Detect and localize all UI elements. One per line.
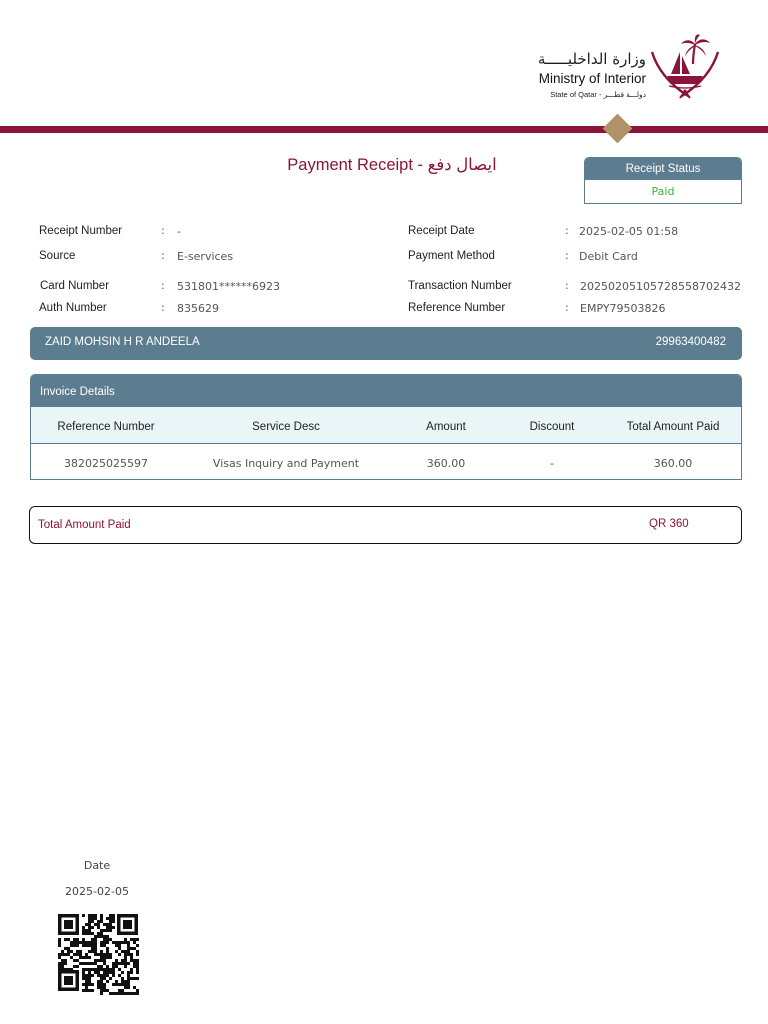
header-divider xyxy=(0,126,768,133)
auth-number-label: Auth Number xyxy=(39,302,107,314)
field-colon: : xyxy=(565,224,569,237)
table-header-row xyxy=(31,407,741,444)
receipt-date-label: Receipt Date xyxy=(408,225,475,237)
state-line: State of Qatar - دولـــة قطـــر xyxy=(550,90,646,99)
payment-method-value: Debit Card xyxy=(579,250,638,263)
footer-date-label: Date xyxy=(83,859,111,872)
ministry-name-arabic: وزارة الداخليـــــة xyxy=(537,50,646,68)
card-number-label: Card Number xyxy=(40,280,110,292)
customer-bar xyxy=(30,327,742,360)
reference-number-value: EMPY79503826 xyxy=(580,302,666,315)
receipt-number-value: - xyxy=(177,225,181,238)
total-amount-value: QR 360 xyxy=(649,518,689,530)
receipt-date-value: 2025-02-05 01:58 xyxy=(579,225,679,238)
source-value: E-services xyxy=(177,250,234,263)
payment-method-label: Payment Method xyxy=(408,250,495,262)
table-row xyxy=(31,444,741,480)
column-header: Discount xyxy=(529,421,575,433)
field-colon: : xyxy=(565,249,569,262)
invoice-details-table xyxy=(30,374,742,480)
footer-date-value: 2025-02-05 xyxy=(65,885,129,898)
total-amount-label: Total Amount Paid xyxy=(38,519,131,531)
table-cell: 360.00 xyxy=(653,457,693,470)
receipt-number-label: Receipt Number xyxy=(39,225,123,237)
table-cell: 382025025597 xyxy=(64,457,148,470)
field-colon: : xyxy=(565,301,569,314)
field-colon: : xyxy=(161,279,165,292)
receipt-status-value: Paid xyxy=(651,185,675,198)
field-colon: : xyxy=(161,224,165,237)
qr-code-icon xyxy=(44,904,148,1000)
column-header: Amount xyxy=(426,421,466,433)
column-header: Total Amount Paid xyxy=(626,421,720,433)
qatar-ministry-emblem-icon xyxy=(650,34,720,102)
divider-diamond xyxy=(603,114,633,144)
transaction-number-value: 20250205105728558702432 xyxy=(580,280,741,293)
field-colon: : xyxy=(161,249,165,262)
reference-number-label: Reference Number xyxy=(408,302,506,314)
field-colon: : xyxy=(565,279,569,292)
total-amount-box xyxy=(29,506,742,544)
card-number-value: 531801******6923 xyxy=(177,280,280,293)
invoice-details-title: Invoice Details xyxy=(31,375,741,407)
receipt-status-label: Receipt Status xyxy=(585,158,741,180)
customer-name: ZAID MOHSIN H R ANDEELA xyxy=(45,336,200,348)
source-label: Source xyxy=(39,250,76,262)
table-cell: - xyxy=(550,457,554,470)
receipt-status-box xyxy=(584,157,742,204)
ministry-name-english: Ministry of Interior xyxy=(538,71,646,86)
field-colon: : xyxy=(161,301,165,314)
column-header: Reference Number xyxy=(57,421,155,433)
transaction-number-label: Transaction Number xyxy=(408,280,512,292)
page-title: Payment Receipt - ايصال دفع xyxy=(287,156,497,174)
customer-id: 29963400482 xyxy=(655,336,726,348)
table-cell: 360.00 xyxy=(426,457,466,470)
column-header: Service Desc xyxy=(252,421,320,433)
auth-number-value: 835629 xyxy=(177,302,219,315)
table-cell: Visas Inquiry and Payment xyxy=(212,457,360,470)
